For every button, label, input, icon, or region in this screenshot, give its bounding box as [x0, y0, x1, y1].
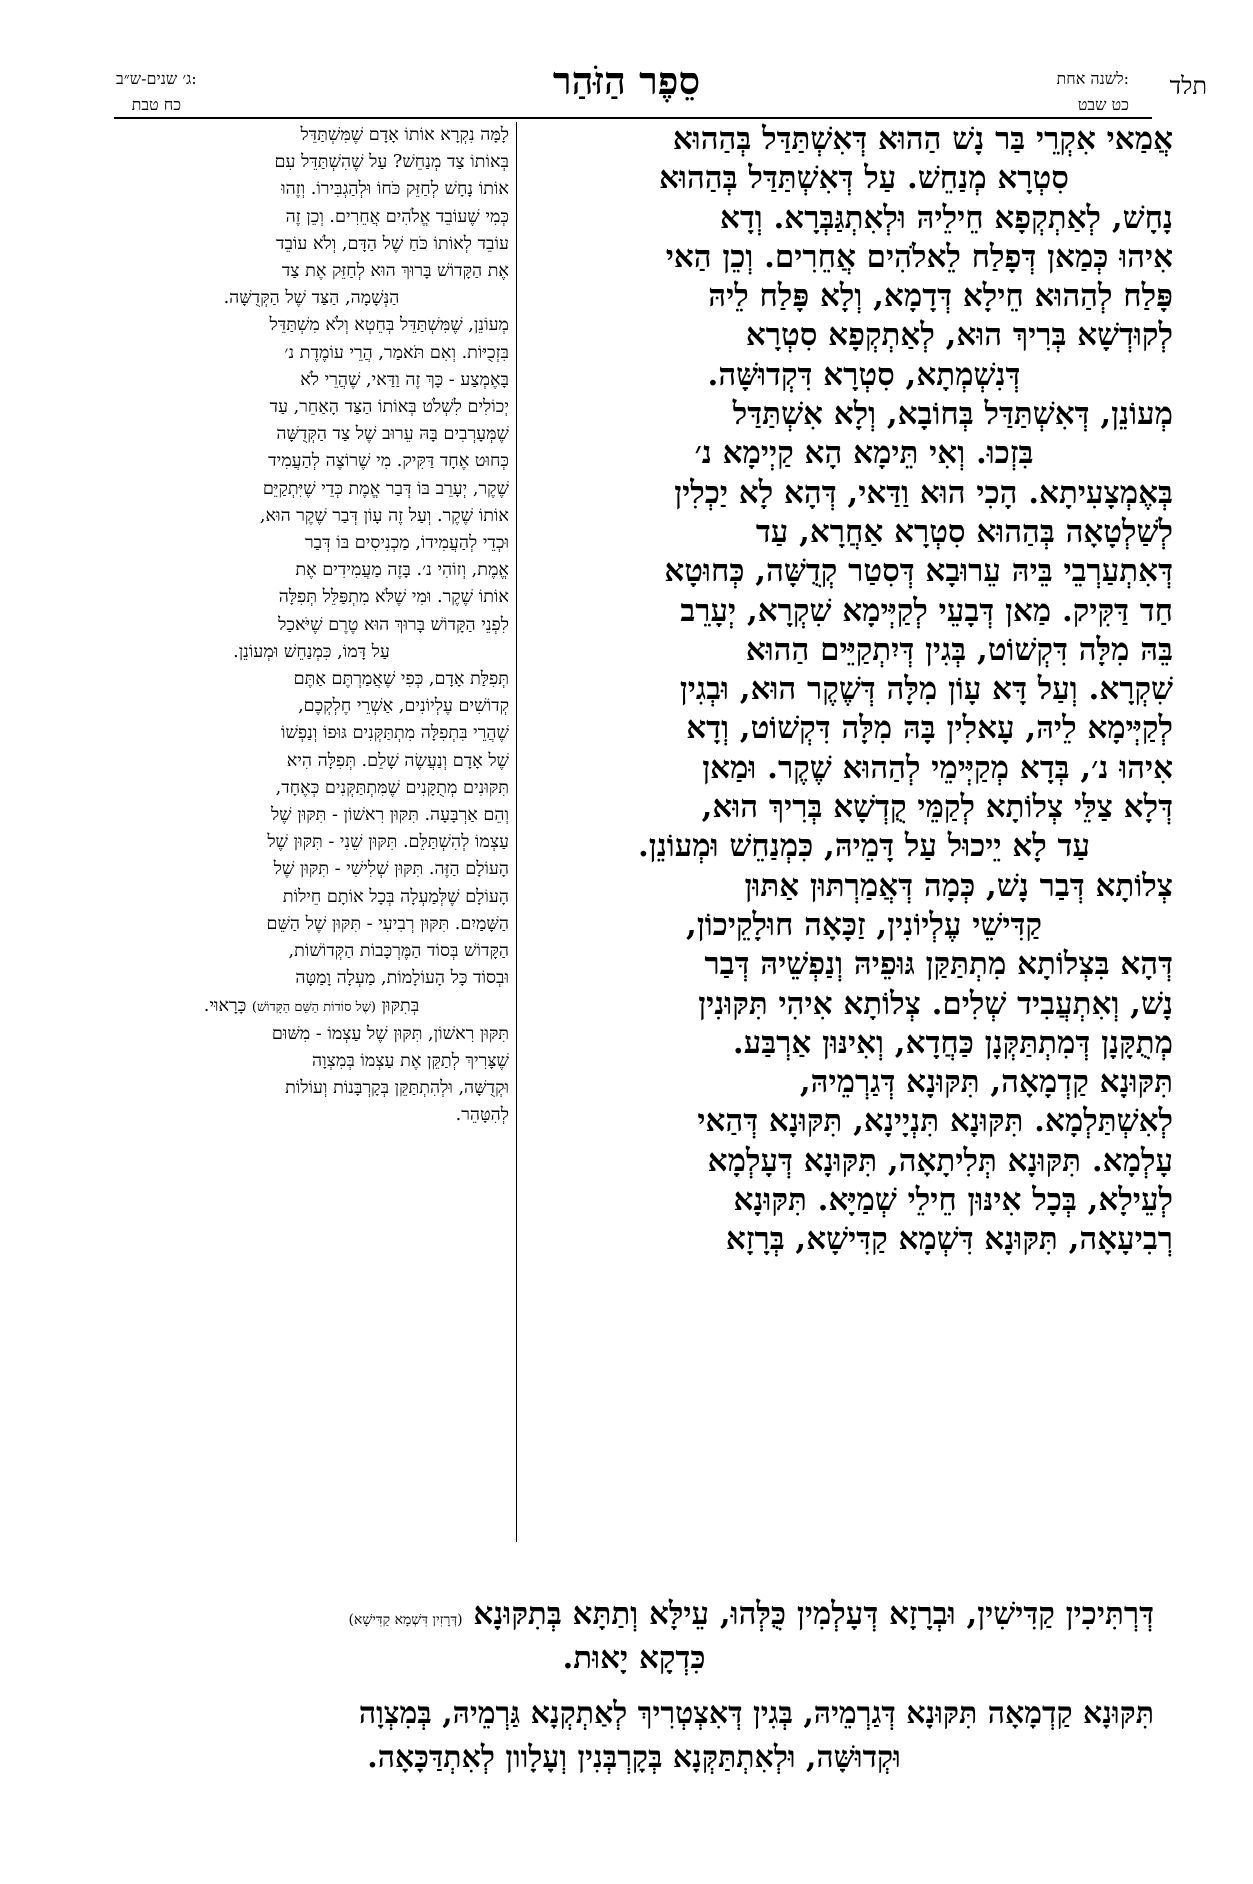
- hebrew-line: שֶׁהֲרֵי בִּתְפִלָּה מִתְתַּקְּנִים גּוּפוֹ וְנַפְשׁוֹ: [280, 723, 509, 744]
- hebrew-line: שֶׁל אָדָם וְנַעֲשֶׂה שָׁלֵם. תְּפִלָּה הִיא: [286, 750, 509, 771]
- aramaic-line: אִיהוּ כְּמַאן דְּפָלַח לֵאלֹהִים אֲחֵרִים. וְכֵן הַאי: [665, 238, 1173, 275]
- hebrew-line: הַנְּשָׁמָה, הַצַּד שֶׁל הַקְּדֻשָּׁה.: [223, 288, 400, 309]
- hebrew-line: לִפְנֵי הַקָּדוֹשׁ בָּרוּךְ הוּא טֶרֶם שֶׁיֹּאכַל: [278, 614, 509, 635]
- hebrew-line: הַשָּׁמַיִם. תִּקּוּן רְבִיעִי - תִּקּוּן שֶׁל הַשֵּׁם: [266, 913, 509, 934]
- hebrew-line: תִּקּוּן רִאשׁוֹן, תִּקּוּן שֶׁל עַצְמוֹ - מִשּׁוּם: [271, 1023, 509, 1044]
- hebrew-line: כְּחוּט אֶחָד דַּקִּיק. מִי שֶׁרוֹצֶה לְהַעֲמִיד: [268, 451, 509, 472]
- bottom-line: תִּקּוּנָא קַדְמָאָה תִּקּוּנָא דְּגַרְמֵיהּ, בְּגִין דְּאִצְטְרִיךְ לְאַתְקְנָא גַּרְמֵיהּ, בְּמִצְוָה: [358, 1696, 1154, 1731]
- hebrew-line: אוֹתוֹ שֶׁקֶר. וְעַל זֶה עָוֹן דְּבַר שֶׁקֶר הוּא,: [259, 505, 509, 526]
- aramaic-line: דְּנִשְׁמְתָא, סִטְרָא דִּקְדוּשָּׁה.: [707, 356, 1021, 393]
- hebrew-line: בִּזְכֻיּוֹת. וְאִם תֹּאמַר, הֲרֵי עוֹמֶדֶת נ׳: [284, 342, 509, 363]
- aramaic-line: אֲמַאי אִקְרֵי בַּר נָשׁ הַהוּא דְּאִשְׁתַּדַּל בְּהַהוּא: [672, 121, 1173, 157]
- hebrew-line: תְּפִלַּת אָדָם, כְּפִי שֶׁאֲמַרְתֶּם אַתֶּם: [293, 669, 509, 690]
- hebrew-line: הָעוֹלָם הַזֶּה. תִּקּוּן שְׁלִישִׁי - תִּקּוּן שֶׁל: [273, 859, 509, 880]
- hebrew-line: וּבְסוֹד כָּל הָעוֹלָמוֹת, מַעְלָה וָמַטָּה: [295, 968, 509, 989]
- hebrew-line: אֱמֶת, וְזוֹהִי נ׳. בָּזֶה מַעֲמִידִים אֶת: [295, 560, 509, 581]
- hebrew-line: וּכְדֵי לְהַעֲמִידוֹ, מַכְנִיסִים בּוֹ דְּבַר: [305, 533, 509, 554]
- aramaic-line: לְקַיְּימָא לֵיהּ, עָאלִין בָּהּ מִלָּה דִּקְשׁוֹט, וְדָא: [686, 710, 1173, 747]
- hebrew-line: קְדוֹשִׁים עֶלְיוֹנִים, אַשְׁרֵי חֶלְקְכֶם,: [298, 696, 509, 717]
- aramaic-line: עָלְמָא. תִּקּוּנָא תְּלִיתָאָה, תִּקּוּנָא דְּעָלְמָא: [707, 1142, 1173, 1179]
- aramaic-line: תִּקּוּנָא קַדְמָאָה, תִּקּוּנָא דְּגַרְמֵיהּ,: [799, 1064, 1173, 1101]
- fullwidth-line-centered: כִּדְקָא יָאוּת.: [562, 1640, 706, 1676]
- fullwidth-text: דְּרְתִּיכִין קַדִּישִׁין, וּבְרָזָא דְּעָלְמִין כֻּלְּהוּ, עֵילָּא וְתַתָּא בְּתִקּוּנָא: [473, 1596, 1154, 1632]
- aramaic-line: לְעֵילָא, בְּכָל אִינּוּן חֵילֵי שְׁמַיָּא. תִּקּוּנָא: [733, 1182, 1173, 1219]
- page-header: [0, 0, 1253, 114]
- aramaic-line: אִיהוּ נ׳, בְּדָא מְקַיְּימֵי לְהַהוּא שֶׁקֶר. וּמַאן: [702, 749, 1173, 786]
- hebrew-line: וְהֵם אַרְבָּעָה. תִּקּוּן רִאשׁוֹן - תִּקּוּן שֶׁל: [270, 805, 509, 826]
- hebrew-line: לְהִטָּהֵר.: [455, 1105, 509, 1126]
- aramaic-line: דְּהָא בִּצְלוֹתָא מִתְתַּקַּן גּוּפֵיהּ וְנַפְשֵׁיהּ דְּבַר: [704, 946, 1173, 983]
- aramaic-line: נָחָשׁ, לְאַתְקְפָא חֵילֵיהּ וּלְאִתְגַּבְּרָא. וְדָא: [719, 199, 1173, 236]
- aramaic-line: נָשׁ, וְאִתְעֲבִיד שְׁלִים. צְלוֹתָא אִיהִי תִּקּוּנִין: [698, 985, 1173, 1022]
- hebrew-translation-column: [114, 122, 509, 1130]
- aramaic-line: רְבִיעָאָה, תִּקּוּנָא דִּשְׁמָא קַדִּישָׁא, בְּרָזָא: [725, 1221, 1173, 1258]
- hebrew-line: עַצְמוֹ לְהִשְׁתַּלֵּם. תִּקּוּן שֵׁנִי - תִּקּוּן שֶׁל: [267, 832, 509, 853]
- hebrew-line: לָמָּה נִקְרָא אוֹתוֹ אָדָם שֶׁמִּשְׁתַּדֵּל: [300, 125, 509, 145]
- hebrew-line: תִּקּוּנִים מְתֻקָּנִים שֶׁמִּתְתַּקְּנִים כְּאֶחָד,: [275, 777, 509, 798]
- aramaic-line: חַד דַּקִּיק. מַאן דְּבָעֵי לְקַיְּימָא שִׁקְרָא, יְעָרֵב: [680, 592, 1173, 629]
- bottom-line-centered: וּקְדוּשָּׁה, וּלְאִתְתַּקְּנָא בְּקָרְבְּנִין וְעָלָוון לְאִתְדַּכָּאָה.: [367, 1740, 901, 1775]
- aramaic-line: דְּלָא צַלֵּי צְלוֹתָא לְקַמֵּי קֻדְשָׁא בְּרִיךְ הוּא,: [701, 789, 1173, 826]
- hebrew-line: הָעוֹלָם שֶׁלְּמַעְלָה בְּכָל אוֹתָם חֵילוֹת: [282, 886, 509, 907]
- header-rule: [114, 117, 1152, 119]
- hebrew-line: כְּמִי שֶׁעוֹבֵד אֱלֹהִים אֲחֵרִים. וְכֵן זֶה: [285, 206, 509, 227]
- aramaic-line: דְּאִתְעַרְבֵי בֵּיהּ עֵרוּבָא דְּסִטַר קְדֻשָּׁה, כְּחוּטָא: [664, 553, 1173, 590]
- column-divider: [516, 122, 517, 1542]
- hebrew-line: אוֹתוֹ שֶׁקֶר. וּמִי שֶׁלֹּא מִתְפַּלֵּל תְּפִלָּה: [278, 587, 509, 608]
- hebrew-line: שֶׁמְּעָרְבִים בָּהּ עֵרוּב שֶׁל צַד הַקְּדֻשָּׁה: [276, 424, 509, 445]
- hebrew-line: מְעוֹנֵן, שֶׁמִּשְׁתַּדֵּל בְּחֵטְא וְלֹא מִשְׁתַּדֵּל: [269, 315, 509, 336]
- aramaic-line: סִטְרָא מְנַחֵשׁ. עַל דְּאִשְׁתַּדַּל בְּהַהוּא: [659, 160, 1069, 197]
- page-number: תלד: [1169, 72, 1207, 100]
- aramaic-line: לְשַׁלְטָאָה בְּהַהוּא סִטְרָא אַחֲרָא, עַד: [755, 513, 1173, 550]
- schedule-one-year-date: כט שבט: [1077, 95, 1129, 114]
- aramaic-line: לְאִשְׁתַּלְמָא. תִּקּוּנָא תִּנְיָינָא, תִּקּוּנָא דְּהַאי: [697, 1103, 1173, 1140]
- hebrew-line: שֶׁצָּרִיךְ לְתַקֵּן אֶת עַצְמוֹ בְּמִצְוָה: [312, 1050, 509, 1071]
- hebrew-word: בְּתִקּוּן: [381, 995, 420, 1016]
- schedule-three-years-date: כח טבת: [131, 95, 182, 114]
- aramaic-line: שִׁקְרָא. וְעַל דָּא עָוֹן מִלָּה דְּשֶׁקֶר הוּא, וּבְגִין: [679, 671, 1173, 708]
- hebrew-line: [114, 993, 509, 1021]
- hebrew-line: אוֹתוֹ נָחָשׁ לְחַזֵּק כֹּחוֹ וּלְהַגְבִּירוֹ. וְזֶהוּ: [281, 179, 509, 200]
- hebrew-line: עוֹבֵד לְאוֹתוֹ כֹּחַ שֶׁל הַדָּם, וְלֹא עוֹבֵד: [275, 233, 509, 254]
- hebrew-line: בְּאוֹתוֹ צַד מְנַחֵשׁ? עַל שֶׁהִשְׁתַּדֵּל עִם: [274, 152, 509, 173]
- fullwidth-note: (דְּרָזִין דִּשְׁמָא קַדִּישָׁא): [348, 1612, 463, 1628]
- aramaic-line: בִּזְכוּ. וְאִי תֵּימָא הָא קַיְימָא נ׳: [694, 435, 1034, 472]
- schedule-three-years-label: ג׳ שנים-ש״ב:: [116, 69, 197, 88]
- aramaic-line: עַד לָא יֵיכוּל עַל דָּמֵיהּ, כִּמְנַחֵשׁ וּמְעוֹנֵן.: [638, 828, 1090, 865]
- aramaic-line: מְעוֹנֵן, דְּאִשְׁתַּדַּל בְּחוֹבָא, וְלָא אִשְׁתַּדַּל: [732, 396, 1173, 433]
- hebrew-line: שֶׁקֶר, יְעָרֵב בּוֹ דְּבַר אֱמֶת כְּדֵי שֶׁיִּתְקַיֵּם: [262, 478, 509, 499]
- schedule-three-years: [116, 66, 197, 118]
- aramaic-line: קַדִּישֵׁי עֶלְיוֹנִין, זַכָּאָה חוּלָקֵיכוֹן,: [686, 906, 1042, 943]
- aramaic-line: בֵּהּ מִלָּה דִּקְשׁוֹט, בְּגִין דְּיִתְקַיֵּים הַהוּא: [745, 631, 1173, 668]
- hebrew-word: כָּרָאוּי.: [203, 995, 247, 1016]
- hebrew-line: בָּאֶמְצַע - כָּךְ זֶה וַדַּאי, שֶׁהֲרֵי לֹא: [300, 369, 509, 390]
- aramaic-line: לְקוּדְשָׁא בְּרִיךְ הוּא, לְאַתְקְפָא סִטְרָא: [745, 317, 1173, 354]
- fullwidth-line: [114, 1594, 1154, 1640]
- hebrew-line: הַקָּדוֹשׁ בְּסוֹד הַמֶּרְכָּבוֹת הַקְּדוֹשׁוֹת,: [288, 941, 509, 962]
- aramaic-column: [555, 120, 1173, 1260]
- hebrew-line: עַל דָּמוֹ, כִּמְנַחֵשׁ וּמְעוֹנֵן.: [233, 641, 390, 662]
- hebrew-line: וּקְדֻשָּׁה, וּלְהִתְתַּקֵּן בְּקָרְבָּנוֹת וְעוֹלוֹת: [285, 1078, 509, 1099]
- hebrew-line: יְכוֹלִים לִשְׁלֹט בְּאוֹתוֹ הַצַּד הָאַחֵר, עַד: [269, 397, 509, 418]
- hebrew-line: אֶת הַקָּדוֹשׁ בָּרוּךְ הוּא לְחַזֵּק אֶת צַד: [281, 261, 509, 282]
- aramaic-line: פָּלַח לְהַהוּא חֵילָא דְּדָמָא, וְלָא פָּלַח לֵיהּ: [708, 278, 1173, 315]
- aramaic-line: מְתֻקָּנָן דְּמִתְתַּקְּנָן כַּחֲדָא, וְאִינּוּן אַרְבַּע.: [732, 1024, 1173, 1061]
- aramaic-line: בְּאֶמְצָעִיתָא. הָכִי הוּא וַדַּאי, דְּהָא לָא יַכְלִין: [674, 474, 1173, 511]
- book-title: סֵפֶר הַזֹּהַר: [552, 58, 701, 103]
- hebrew-parenthetical: (שֶׁל סוֹדוֹת הַשֵּׁם הַקָּדוֹשׁ): [251, 999, 376, 1015]
- aramaic-line: צְלוֹתָא דְּבַר נָשׁ, כְּמָה דְּאֲמַרְתּוּן אַתּוּן: [744, 867, 1173, 904]
- schedule-one-year-label: לשנה אחת:: [1056, 69, 1129, 88]
